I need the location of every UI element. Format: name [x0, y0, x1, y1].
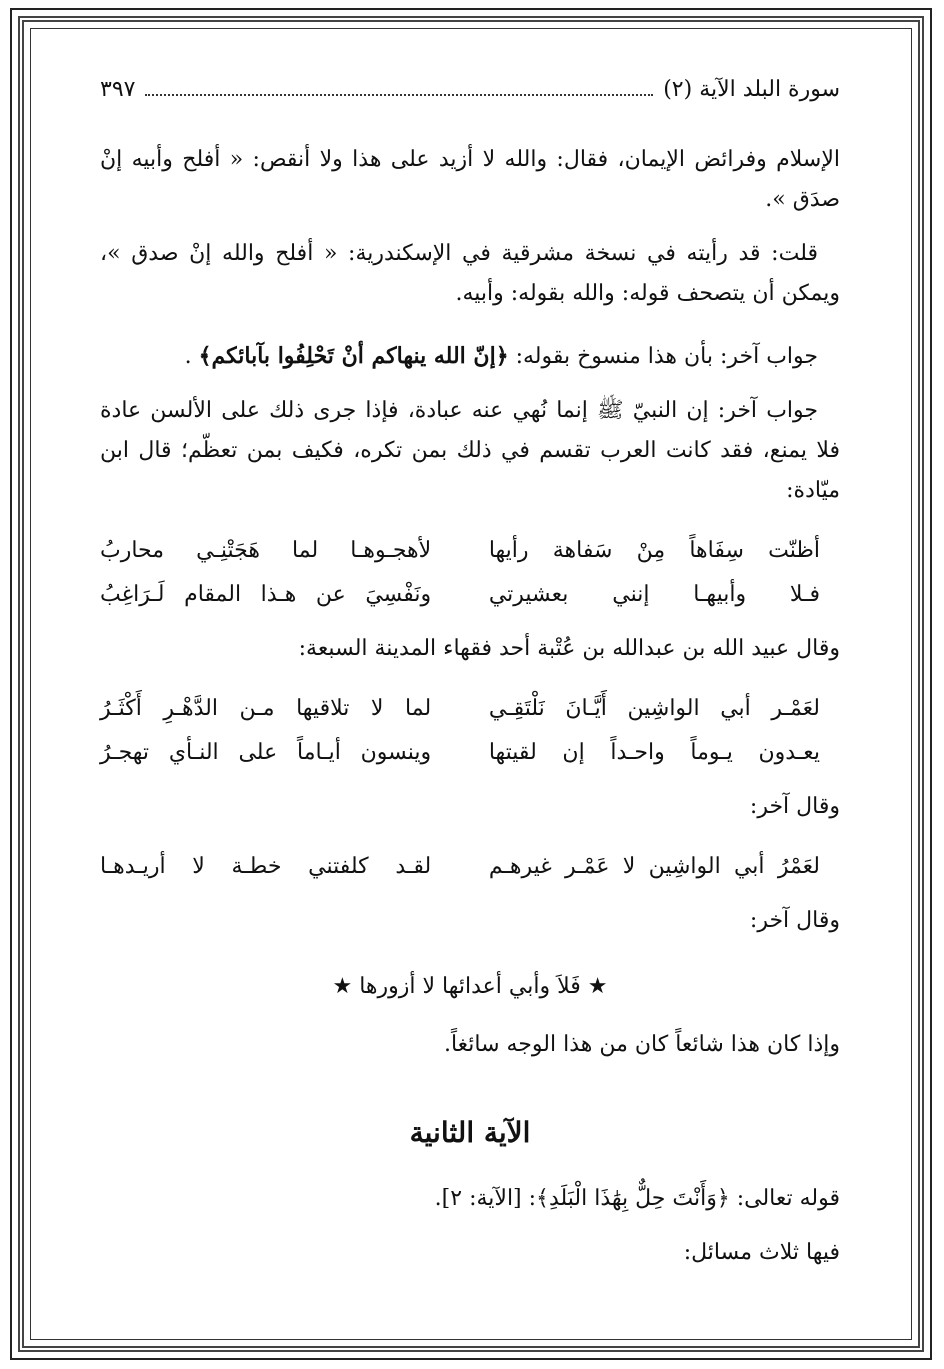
- page-number: ٣٩٧: [100, 77, 136, 102]
- quran-quote: ﴿إنّ الله ينهاكم أنْ تَحْلِفُوا بآبائكم﴾: [198, 343, 509, 369]
- hemistich-second: وينسون أيـاماً على النـأي تهجـرُ: [100, 740, 432, 765]
- section-issues: فيها ثلاث مسائل:: [683, 1240, 840, 1265]
- section-verse-intro: قوله تعالى: ﴿وَأَنْتَ حِلٌّ بِهَٰذَا الْبَلَدِ﴾: [الآية: ٢].: [434, 1186, 840, 1211]
- hemistich-first: يعـدون يـوماً واحـداً إن لقيتها: [488, 740, 820, 765]
- hemistich-second: ونَفْسِيَ عن هـذا المقام لَـرَاغِبُ: [100, 582, 432, 607]
- poem-1-verse-2: [100, 575, 840, 619]
- paragraph-3-lead: جواب آخر: بأن هذا منسوخ بقوله:: [508, 344, 818, 369]
- poem-1-verse-1: [100, 531, 840, 575]
- page-content: [100, 70, 840, 1287]
- hemistich-first: فـلا وأبيهـا إنني بعشيرتي: [488, 582, 820, 607]
- conclusion: وإذا كان هذا شائعاً كان من هذا الوجه سائغاً.: [443, 1032, 840, 1057]
- poem-3: [100, 847, 840, 891]
- hemistich-second: لقـد كلفتني خطـة لا أريـدهـا: [100, 854, 432, 879]
- hemistich-first: لعَمْرُ أبي الواشِين لا عَمْـر غيرهـم: [488, 854, 820, 879]
- header-title: سورة البلد الآية (٢): [663, 77, 840, 102]
- poem-4-line: ★ فَلاَ وأبي أعدائها لا أزورها ★: [332, 974, 608, 999]
- poem-2-verse-2: [100, 733, 840, 777]
- poem-3-intro: وقال آخر:: [749, 794, 840, 819]
- hemistich-first: لعَمْـر أبي الواشِين أَيَّـانَ نَلْتَقِـي: [488, 696, 820, 721]
- poem-1: [100, 531, 840, 619]
- hemistich-second: لأهجـوهـا لما هَجَتْنِـي محاربُ: [100, 538, 432, 563]
- section-title: الآية الثانية: [409, 1116, 531, 1149]
- hemistich-first: أظنّت سِفَاهاً مِنْ سَفاهة رأيها: [488, 538, 820, 563]
- paragraph-3: [100, 336, 840, 377]
- paragraph-1: الإسلام وفرائض الإيمان، فقال: والله لا أزيد على هذا ولا أنقص: « أفلح وأبيه إنْ صدَق ».: [100, 147, 840, 212]
- running-header: [100, 70, 840, 110]
- poem-4-intro: وقال آخر:: [749, 908, 840, 933]
- poem-3-verse-1: [100, 847, 840, 891]
- paragraph-3-end: .: [184, 344, 199, 369]
- header-leader-dots: [145, 78, 653, 96]
- poem-2-intro: وقال عبيد الله بن عبدالله بن عُتْبة أحد فقهاء المدينة السبعة:: [298, 636, 840, 661]
- paragraph-4: جواب آخر: إن النبيّ ﷺ إنما نُهي عنه عبادة، فإذا جرى ذلك على الألسن عادة فلا يمنع، فقد كانت العرب تقسم في ذلك بمن تكره، فكيف بمن تعظّم؛ قال ابن ميّادة:: [100, 398, 840, 503]
- hemistich-second: لما لا تلاقيها مـن الدَّهْـرِ أَكْثَـرُ: [100, 696, 432, 721]
- poem-2-verse-1: [100, 689, 840, 733]
- poem-2: [100, 689, 840, 777]
- paragraph-2: قلت: قد رأيته في نسخة مشرقية في الإسكندرية: « أفلح والله إنْ صدق »، ويمكن أن يتصحف قوله: والله بقوله: وأبيه.: [100, 241, 840, 306]
